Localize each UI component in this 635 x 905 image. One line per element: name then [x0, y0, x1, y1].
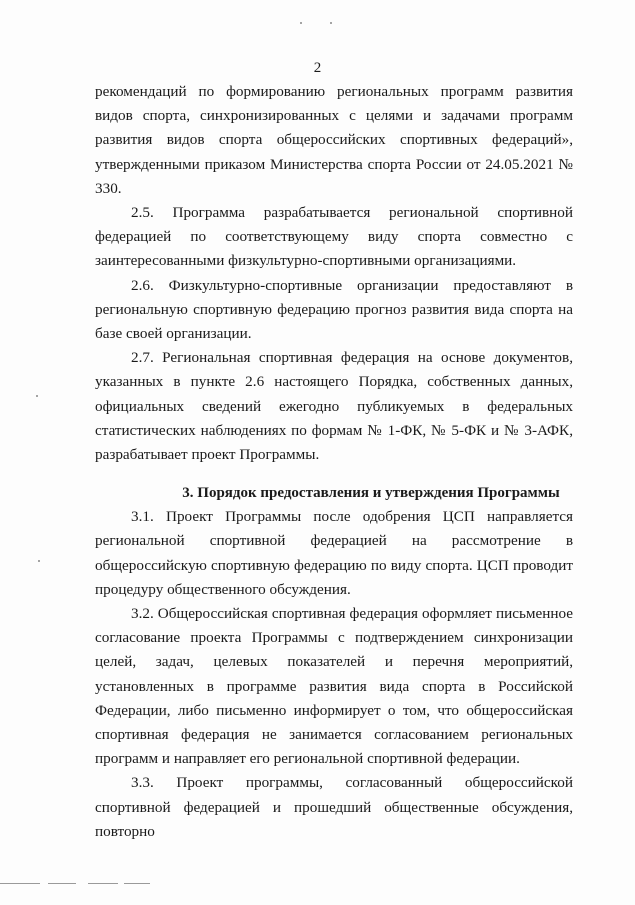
page-number: 2 — [313, 60, 322, 76]
scan-speck — [36, 395, 38, 397]
section-spacer — [95, 467, 573, 481]
document-body — [95, 80, 573, 844]
paragraph-2-5: 2.5. Программа разрабатывается региональной спортивной федерацией по соответствующему виду спорта совместно с заинтересованными физкультурно-спортивными организациями. — [95, 204, 573, 270]
paragraph-2-7: 2.7. Региональная спортивная федерация на основе документов, указанных в пункте 2.6 настоящего Порядка, собственных данных, официальных сведений ежегодно публикуемых в федеральных статистических наблюдениях по формам № 1-ФК, № 5-ФК и № 3-АФК, разрабатывает проект Программы. — [95, 349, 573, 464]
scan-speck — [38, 560, 40, 562]
scan-speck — [330, 22, 332, 24]
paragraph-3-3: 3.3. Проект программы, согласованный общероссийской спортивной федерацией и прошедший общественные обсуждения, повторно — [95, 774, 573, 840]
paragraph-continuation: рекомендаций по формированию региональных программ развития видов спорта, синхронизированных с целями и задачами программ развития видов спорта общероссийских спортивных федераций», утвержденными приказом Министерства спорта России от 24.05.2021 № 330. — [95, 83, 573, 197]
scan-speck — [300, 22, 302, 24]
paragraph-3-2: 3.2. Общероссийская спортивная федерация оформляет письменное согласование проекта Программы с подтверждением синхронизации целей, задач, целевых показателей и перечня мероприятий, установленных в программе развития вида спорта в Российской Федерации, либо письменно информирует о том, что общероссийская спортивная федерация не занимается согласованием региональных программ и направляет его региональной спортивной федерации. — [95, 605, 573, 768]
paragraph-3-1: 3.1. Проект Программы после одобрения ЦСП направляется региональной спортивной федерацией на рассмотрение в общероссийскую спортивную федерацию по виду спорта. ЦСП проводит процедуру общественного обсуждения. — [95, 508, 573, 598]
section-3-heading: 3. Порядок предоставления и утверждения Программы — [182, 485, 560, 502]
scan-edge-marks — [0, 883, 635, 887]
paragraph-2-6: 2.6. Физкультурно-спортивные организации предоставляют в региональную спортивную федерацию прогноз развития вида спорта на базе своей организации. — [95, 276, 573, 343]
